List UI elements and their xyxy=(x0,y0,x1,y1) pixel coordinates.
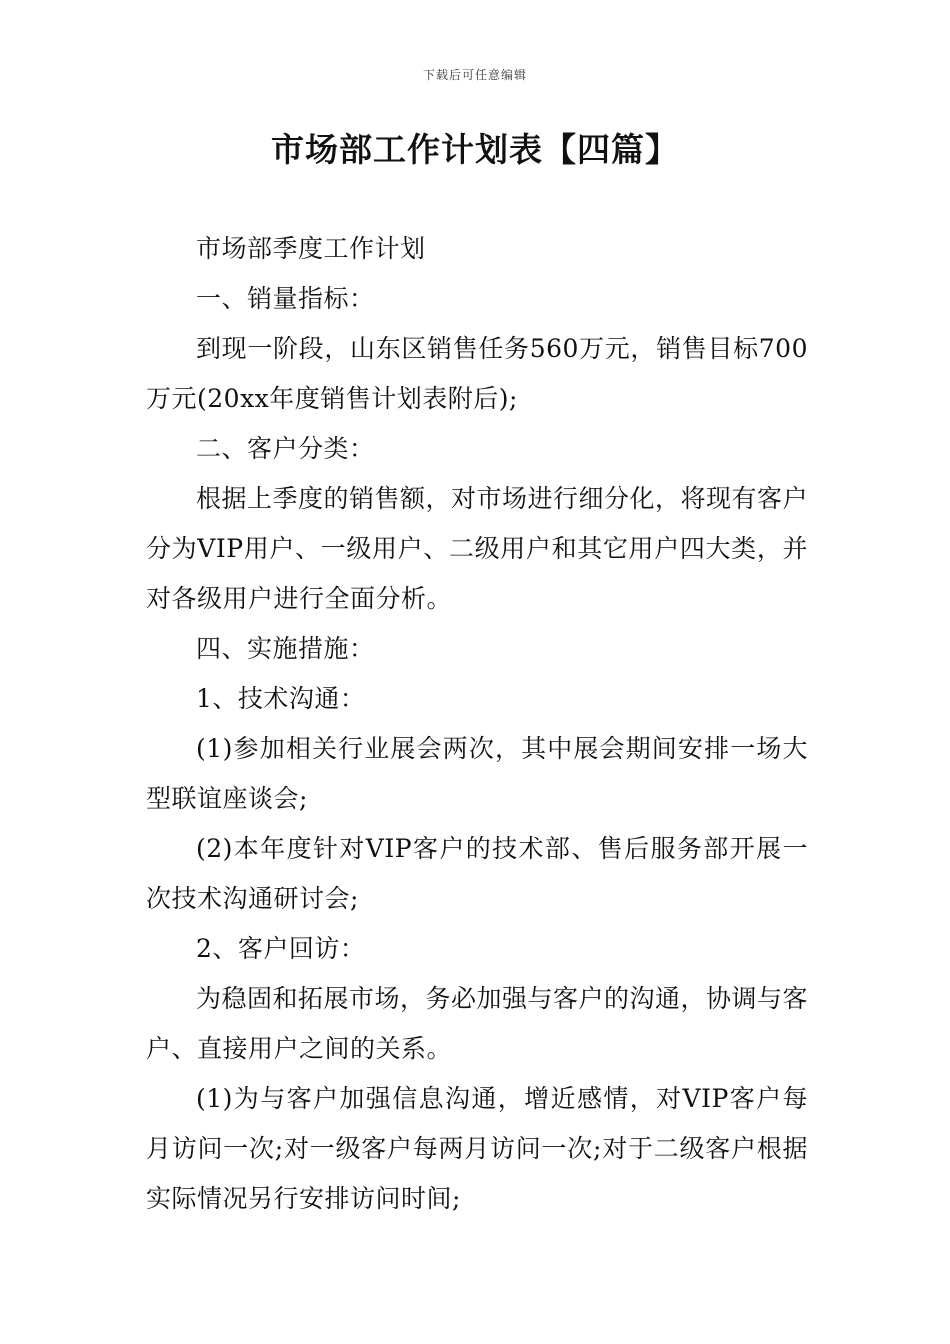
paragraph-customer-category-heading: 二、客户分类： xyxy=(196,434,375,463)
document-title: 市场部工作计划表【四篇】 xyxy=(271,130,679,169)
document-body xyxy=(146,224,808,1224)
paragraph-customer-visit-1: (1)为与客户加强信息沟通，增近感情，对VIP客户每月访问一次;对一级客户每两月访问一次;对于二级客户根据实际情况另行安排访问时间; xyxy=(146,1084,808,1213)
paragraph-sales-target-heading: 一、销量指标： xyxy=(196,284,375,313)
paragraph-customer-visit-intro: 为稳固和拓展市场，务必加强与客户的沟通，协调与客户、直接用户之间的关系。 xyxy=(146,984,809,1063)
paragraph-sales-target: 到现一阶段，山东区销售任务560万元，销售目标700万元(20xx年度销售计划表附后); xyxy=(146,334,808,413)
paragraph-tech-communication-heading: 1、技术沟通： xyxy=(196,684,366,713)
paragraph-section-heading: 市场部季度工作计划 xyxy=(196,234,426,263)
paragraph-tech-communication-1: (1)参加相关行业展会两次，其中展会期间安排一场大型联谊座谈会; xyxy=(146,734,808,813)
header-note: 下载后可任意编辑 xyxy=(422,68,527,82)
paragraph-tech-communication-2: (2)本年度针对VIP客户的技术部、售后服务部开展一次技术沟通研讨会; xyxy=(146,834,808,913)
paragraph-measures-heading: 四、实施措施： xyxy=(196,634,375,663)
paragraph-customer-visit-heading: 2、客户回访： xyxy=(196,934,366,963)
paragraph-customer-category: 根据上季度的销售额，对市场进行细分化，将现有客户分为VIP用户、一级用户、二级用户和其它用户四大类，并对各级用户进行全面分析。 xyxy=(146,484,809,613)
